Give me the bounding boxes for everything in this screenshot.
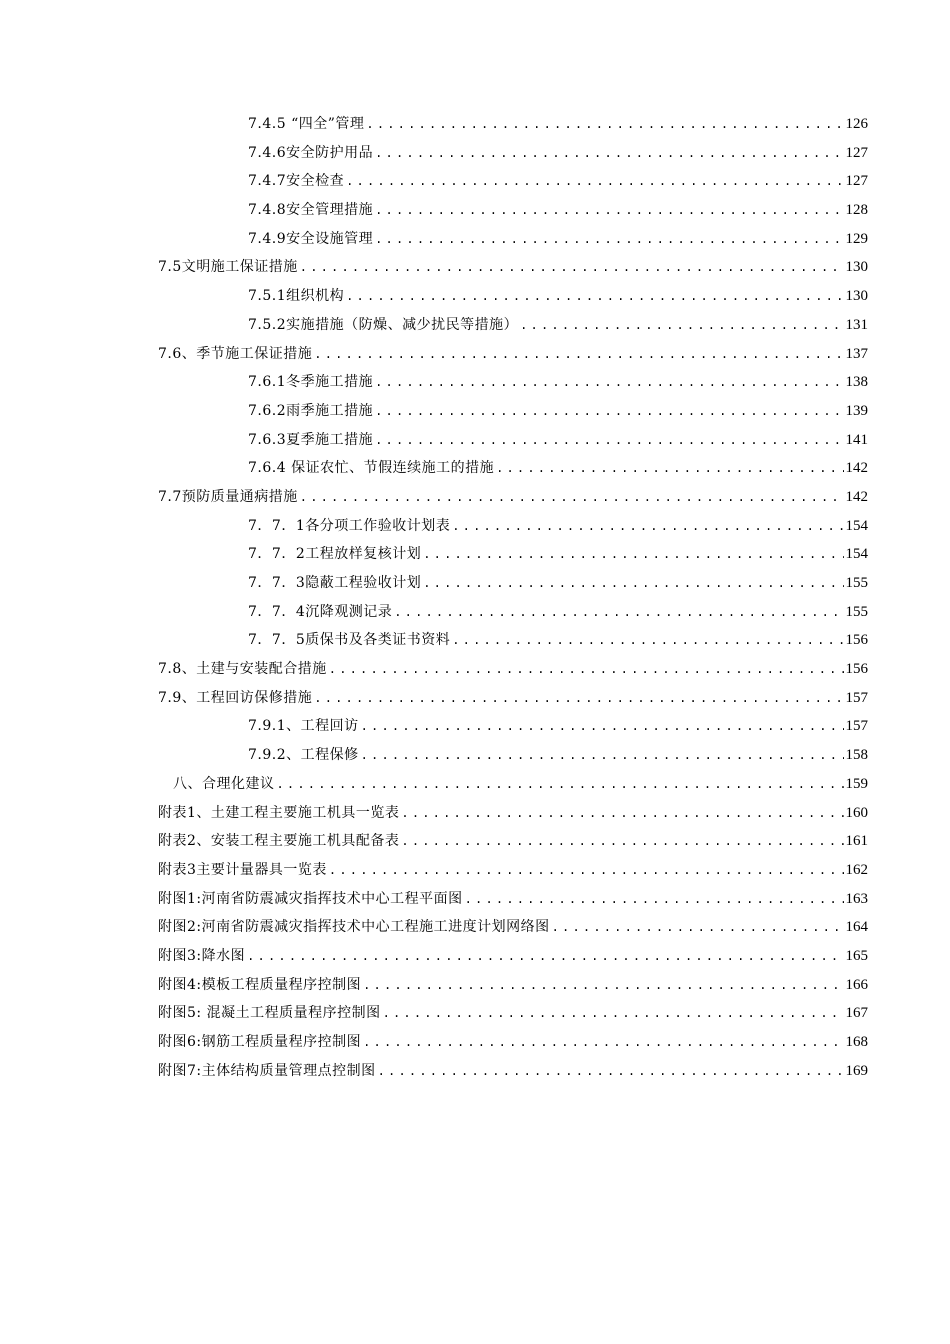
toc-entry[interactable] [0,626,950,655]
toc-entry[interactable] [0,282,950,311]
toc-dot-leader [423,569,843,598]
toc-dot-leader [329,655,844,684]
toc-entry-page-number: 156 [845,632,868,649]
toc-entry-title: 7.4.6安全防护用品 [248,144,374,161]
toc-entry[interactable] [0,655,950,684]
toc-entry-title: 7.9.1、工程回访 [248,718,359,735]
toc-dot-leader [375,368,843,397]
toc-entry-title: 7．7．3隐蔽工程验收计划 [248,575,422,591]
toc-dot-leader [375,139,843,168]
toc-entry[interactable] [0,799,950,828]
toc-entry-title: 附表1、土建工程主要施工机具一览表 [158,804,400,821]
toc-entry[interactable] [0,196,950,225]
toc-entry[interactable] [0,712,950,741]
toc-dot-leader [423,540,843,569]
toc-entry-title: 7.9、工程回访保修措施 [158,689,313,706]
toc-entry-title: 7.5.2实施措施（防燥、减少扰民等措施） [248,316,519,333]
toc-entry-title: 7．7．5质保书及各类证书资料 [248,632,451,649]
toc-entry-title: 7.5文明施工保证措施 [158,259,298,276]
toc-entry[interactable] [0,139,950,168]
toc-entry[interactable] [0,454,950,483]
toc-dot-leader [361,741,844,770]
toc-dot-leader [346,282,843,311]
toc-dot-leader [552,913,844,942]
toc-entry-page-number: 156 [845,661,868,678]
toc-dot-leader [346,167,843,196]
toc-entry-title: 7.6.3夏季施工措施 [248,431,374,448]
toc-dot-leader [329,856,844,885]
toc-entry-page-number: 157 [845,718,868,735]
toc-entry-title: 附图2:河南省防震减灾指挥技术中心工程施工进度计划网络图 [158,919,550,936]
toc-entry-page-number: 141 [845,431,868,448]
toc-dot-leader [401,827,843,856]
toc-entry-title: 附图6:钢筋工程质量程序控制图 [158,1034,362,1050]
toc-entry-title: 7.4.7安全检查 [248,173,345,190]
toc-dot-leader [314,684,843,713]
toc-entry-title: 7．7．4沉降观测记录 [248,603,393,620]
toc-entry-title: 7.8、土建与安装配合措施 [158,661,327,678]
toc-entry-page-number: 139 [845,402,868,419]
toc-dot-leader [366,110,843,139]
toc-dot-leader [375,225,843,254]
toc-entry-page-number: 161 [845,833,868,850]
toc-entry-title: 附图7:主体结构质量管理点控制图 [158,1062,376,1079]
toc-entry-title: 7.6.1冬季施工措施 [248,374,374,391]
toc-entry-page-number: 128 [845,202,868,219]
toc-entry[interactable] [0,942,950,971]
toc-entry-title: 7.7预防质量通病措施 [158,488,298,505]
toc-dot-leader [496,454,843,483]
toc-entry[interactable] [0,167,950,196]
toc-entry-page-number: 159 [845,775,868,792]
toc-entry-title: 7.5.1组织机构 [248,288,345,305]
table-of-contents [0,110,950,1085]
toc-entry-title: 7.4.8安全管理措施 [248,202,374,219]
toc-entry[interactable] [0,311,950,340]
toc-entry[interactable] [0,225,950,254]
toc-entry-page-number: 131 [845,316,868,333]
toc-dot-leader [300,483,844,512]
toc-entry-title: 附表2、安装工程主要施工机具配备表 [158,833,400,850]
toc-entry[interactable] [0,885,950,914]
toc-dot-leader [375,426,843,455]
toc-entry[interactable] [0,741,950,770]
toc-entry[interactable] [0,253,950,282]
toc-entry-page-number: 165 [845,947,868,964]
toc-dot-leader [314,340,843,369]
toc-dot-leader [361,712,844,741]
toc-entry-page-number: 137 [845,345,868,362]
toc-entry-page-number: 127 [845,173,868,190]
toc-entry-title: 附表3主要计量器具一览表 [158,861,327,878]
toc-entry-title: 附图4:模板工程质量程序控制图 [158,976,362,993]
toc-entry-page-number: 166 [845,976,868,993]
toc-entry[interactable] [0,110,950,139]
toc-entry-page-number: 129 [845,230,868,247]
toc-dot-leader [465,885,844,914]
toc-entry[interactable] [0,971,950,1000]
toc-entry-page-number: 158 [845,747,868,764]
toc-entry-page-number: 155 [845,603,868,620]
toc-entry-title: 7.6.2雨季施工措施 [248,402,374,419]
toc-dot-leader [247,942,843,971]
toc-entry-page-number: 160 [845,804,868,821]
toc-entry-page-number: 164 [845,919,868,936]
toc-entry-page-number: 168 [845,1034,868,1050]
toc-dot-leader [452,512,843,541]
toc-entry-title: 八、合理化建议 [173,775,275,792]
toc-entry[interactable] [0,512,950,541]
toc-entry[interactable] [0,999,950,1028]
toc-entry-page-number: 142 [845,460,868,477]
toc-entry-title: 7.4.9安全设施管理 [248,230,374,247]
toc-entry[interactable] [0,483,950,512]
toc-entry-page-number: 163 [845,890,868,907]
toc-entry-title: 7.6.4 保证农忙、节假连续施工的措施 [248,460,495,477]
toc-dot-leader [378,1057,844,1086]
toc-entry-page-number: 138 [845,374,868,391]
toc-entry-title: 附图3:降水图 [158,947,246,964]
toc-dot-leader [363,1028,843,1057]
toc-entry[interactable] [0,1028,950,1057]
toc-dot-leader [401,799,843,828]
toc-entry-page-number: 157 [845,689,868,706]
toc-dot-leader [520,311,843,340]
toc-dot-leader [363,971,843,1000]
toc-entry-page-number: 167 [845,1005,868,1022]
toc-entry-title: 附图1:河南省防震减灾指挥技术中心工程平面图 [158,890,463,907]
toc-dot-leader [277,770,844,799]
toc-entry[interactable] [0,856,950,885]
toc-entry-title: 7.4.5 “四全”管理 [248,116,365,132]
toc-entry-page-number: 130 [845,259,868,276]
toc-entry[interactable] [0,340,950,369]
toc-dot-leader [394,598,843,627]
toc-entry-title: 7．7．2工程放样复核计划 [248,546,422,563]
toc-entry[interactable] [0,569,950,598]
toc-entry[interactable] [0,913,950,942]
toc-entry[interactable] [0,397,950,426]
toc-entry-title: 7．7．1各分项工作验收计划表 [248,517,451,534]
toc-entry-page-number: 162 [845,861,868,878]
toc-entry[interactable] [0,1057,950,1086]
toc-entry-page-number: 155 [845,575,868,591]
toc-dot-leader [300,253,844,282]
toc-entry-title: 附图5: 混凝土工程质量程序控制图 [158,1005,381,1022]
toc-entry[interactable] [0,684,950,713]
toc-entry[interactable] [0,827,950,856]
toc-entry[interactable] [0,426,950,455]
toc-entry-page-number: 154 [845,517,868,534]
toc-entry[interactable] [0,368,950,397]
toc-entry-page-number: 130 [845,288,868,305]
toc-entry[interactable] [0,598,950,627]
toc-entry-page-number: 126 [845,116,868,132]
toc-entry[interactable] [0,770,950,799]
toc-entry-title: 7.6、季节施工保证措施 [158,345,313,362]
toc-entry-page-number: 127 [845,144,868,161]
toc-entry-title: 7.9.2、工程保修 [248,747,359,764]
toc-entry[interactable] [0,540,950,569]
toc-entry-page-number: 142 [845,488,868,505]
toc-dot-leader [375,196,843,225]
toc-dot-leader [452,626,843,655]
toc-dot-leader [383,999,844,1028]
toc-entry-page-number: 154 [845,546,868,563]
toc-entry-page-number: 169 [845,1062,868,1079]
toc-dot-leader [375,397,843,426]
